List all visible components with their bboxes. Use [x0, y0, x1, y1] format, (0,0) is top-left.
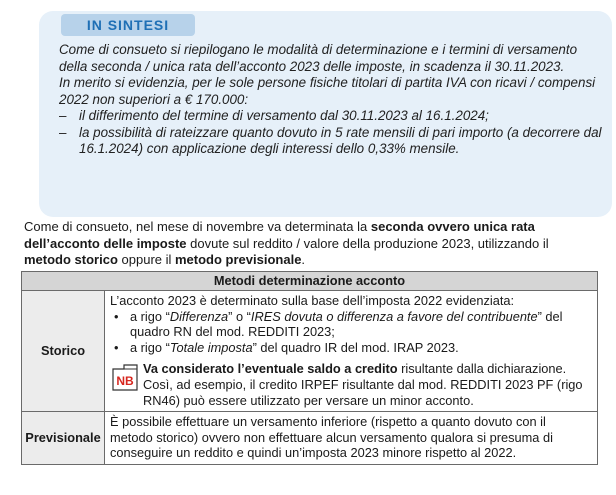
storico-intro: L’acconto 2023 è determinato sulla base dell’imposta 2022 evidenziata:	[110, 293, 515, 308]
intro-bold: metodo previsionale	[175, 252, 302, 267]
nb-lead: Va considerato l’eventuale saldo a credito	[143, 361, 398, 377]
bullet-marker: •	[114, 308, 119, 324]
text-part: ” o “	[228, 308, 251, 324]
nb-rest: risultante dalla dichiarazione. Così, ad esempio, il credito IRPEF risultante dal mod. REDDITI 2023 PF (rigo RN46) può essere utilizzato per versare un minor acconto.	[143, 361, 583, 408]
text-part: ” del quadro RN del mod. REDDITI 2023;	[130, 308, 563, 340]
intro-paragraph	[24, 219, 594, 269]
list-item	[110, 309, 591, 340]
row-label-storico: Storico	[22, 291, 105, 412]
intro-bold: metodo storico	[24, 252, 118, 267]
list-item-text	[130, 340, 591, 356]
text-part: a rigo “	[130, 339, 170, 355]
text-italic: Differenza	[169, 308, 229, 324]
nb-icon	[110, 363, 140, 393]
intro-text: dovute sul reddito / valore della produzione 2023, utilizzando il	[186, 235, 549, 251]
methods-table	[21, 271, 598, 465]
nb-icon-label: NB	[116, 374, 134, 389]
intro-bold: seconda ovvero unica rata dell’acconto delle imposte	[24, 219, 535, 251]
cell-previsionale: È possibile effettuare un versamento inferiore (rispetto a quanto dovuto con il metodo storico) ovvero non effettuare alcun versamento qualora si presuma di conseguire un reddito e quindi un’imposta 2023 minore rispetto al 2022.	[105, 412, 598, 465]
list-item	[110, 340, 591, 356]
nb-note	[110, 361, 591, 408]
summary-paragraph-2: In merito si evidenzia, per le sole persone fisiche titolari di partita IVA con ricavi / compensi 2022 non superiori a € 170.000:	[59, 75, 596, 107]
summary-item-text: la possibilità di rateizzare quanto dovuto in 5 rate mensili di pari importo (a decorrere dal 16.1.2024) con applicazione degli interessi dello 0,33% mensile.	[79, 124, 602, 156]
dash-marker: –	[59, 124, 67, 140]
text-italic: IRES dovuta o differenza a favore del contribuente	[250, 308, 538, 324]
summary-item	[59, 108, 604, 125]
bullet-marker: •	[114, 339, 119, 355]
intro-text: Come di consueto, nel mese di novembre va determinata la	[24, 219, 371, 234]
summary-text	[59, 42, 604, 158]
table-row-storico	[22, 291, 598, 412]
table-header: Metodi determinazione acconto	[22, 272, 598, 291]
intro-text: .	[301, 252, 306, 267]
text-italic: Totale imposta	[169, 339, 253, 355]
summary-paragraph-1: Come di consueto si riepilogano le modalità di determinazione e i termini di versamento della seconda / unica rata dell’acconto 2023 delle imposte, in scadenza il 30.11.2023.	[59, 42, 578, 74]
summary-title: IN SINTESI	[61, 14, 195, 36]
cell-storico	[105, 291, 598, 412]
row-label-previsionale: Previsionale	[22, 412, 105, 465]
list-item-text	[130, 309, 591, 340]
intro-text: oppure il	[117, 252, 175, 267]
table-header-row	[22, 272, 598, 291]
text-part: ” del quadro IR del mod. IRAP 2023.	[252, 339, 459, 355]
nb-text	[143, 361, 591, 408]
summary-item	[59, 125, 604, 158]
dash-marker: –	[59, 108, 67, 123]
summary-item-text: il differimento del termine di versamento dal 30.11.2023 al 16.1.2024;	[79, 108, 489, 123]
table-row-previsionale	[22, 412, 598, 465]
text-part: a rigo “	[130, 308, 170, 324]
